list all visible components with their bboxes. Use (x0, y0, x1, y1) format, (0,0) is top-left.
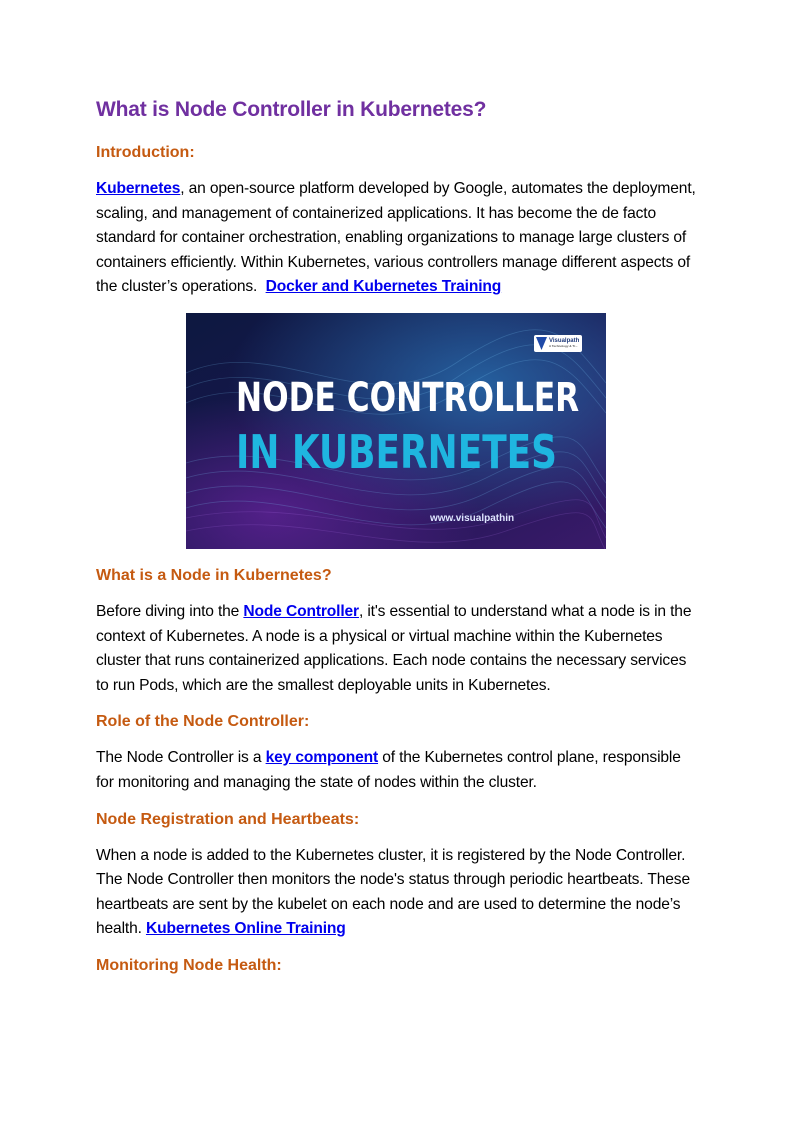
registration-section-text: When a node is added to the Kubernetes cluster, it is registered by the Node Controller. The Node Controller then monitors the node's status through periodic heartbeats. These heartbeats are sent by the kubelet on each node and are used to determine the node’s health. (96, 846, 695, 938)
banner-title-line1: NODE CONTROLLER (236, 374, 580, 421)
role-section-text-after: of the Kubernetes control plane, responsible for monitoring and managing the state of nodes within the cluster. (96, 749, 685, 791)
banner-title-line2: IN KUBERNETES (236, 424, 558, 479)
banner-url: www.visualpathin (430, 512, 515, 524)
introduction-text: , an open-source platform developed by Google, automates the deployment, scaling, and management of containerized applications. It has become the de facto standard for container orchestration, enabling organizations to manage large clusters of containers efficiently. Within Kubernetes, various controllers manage different aspects of the cluster’s operations. (96, 180, 700, 296)
role-section-paragraph (96, 746, 696, 795)
document-page (96, 96, 700, 990)
node-section-paragraph (96, 600, 696, 698)
role-section-heading: Role of the Node Controller: (96, 713, 310, 731)
kubernetes-link[interactable]: Kubernetes (96, 180, 181, 197)
role-section-text-before: The Node Controller is a (96, 749, 266, 767)
visualpath-logo-icon (536, 337, 547, 350)
node-section-text-before: Before diving into the (96, 602, 244, 620)
page-title: What is Node Controller in Kubernetes? (96, 98, 487, 121)
logo-name: Visualpath (549, 338, 580, 345)
introduction-heading: Introduction: (96, 144, 195, 161)
visualpath-logo (534, 335, 582, 352)
docker-kubernetes-training-link[interactable]: Docker and Kubernetes Training (265, 278, 502, 296)
node-section-heading: What is a Node in Kubernetes? (96, 566, 332, 584)
monitoring-section-heading: Monitoring Node Health: (96, 956, 282, 974)
registration-section-paragraph (96, 844, 696, 942)
node-section-text-after: , it's essential to understand what a node is in the context of Kubernetes. A node is a physical or virtual machine within the Kubernetes cluster that runs containerized applications. Each node contains the necessary services to run Pods, which are the smallest deployable units in Kubernetes. (96, 602, 692, 694)
node-controller-link[interactable]: Node Controller (243, 602, 359, 620)
kubernetes-online-training-link[interactable]: Kubernetes Online Training (145, 920, 346, 938)
introduction-paragraph (96, 177, 700, 300)
registration-section-heading: Node Registration and Heartbeats: (96, 810, 360, 828)
banner-container (96, 313, 696, 549)
logo-tagline: A Technology & Tr... (549, 344, 578, 349)
key-component-link[interactable]: key component (265, 749, 379, 767)
banner-image (186, 313, 606, 549)
